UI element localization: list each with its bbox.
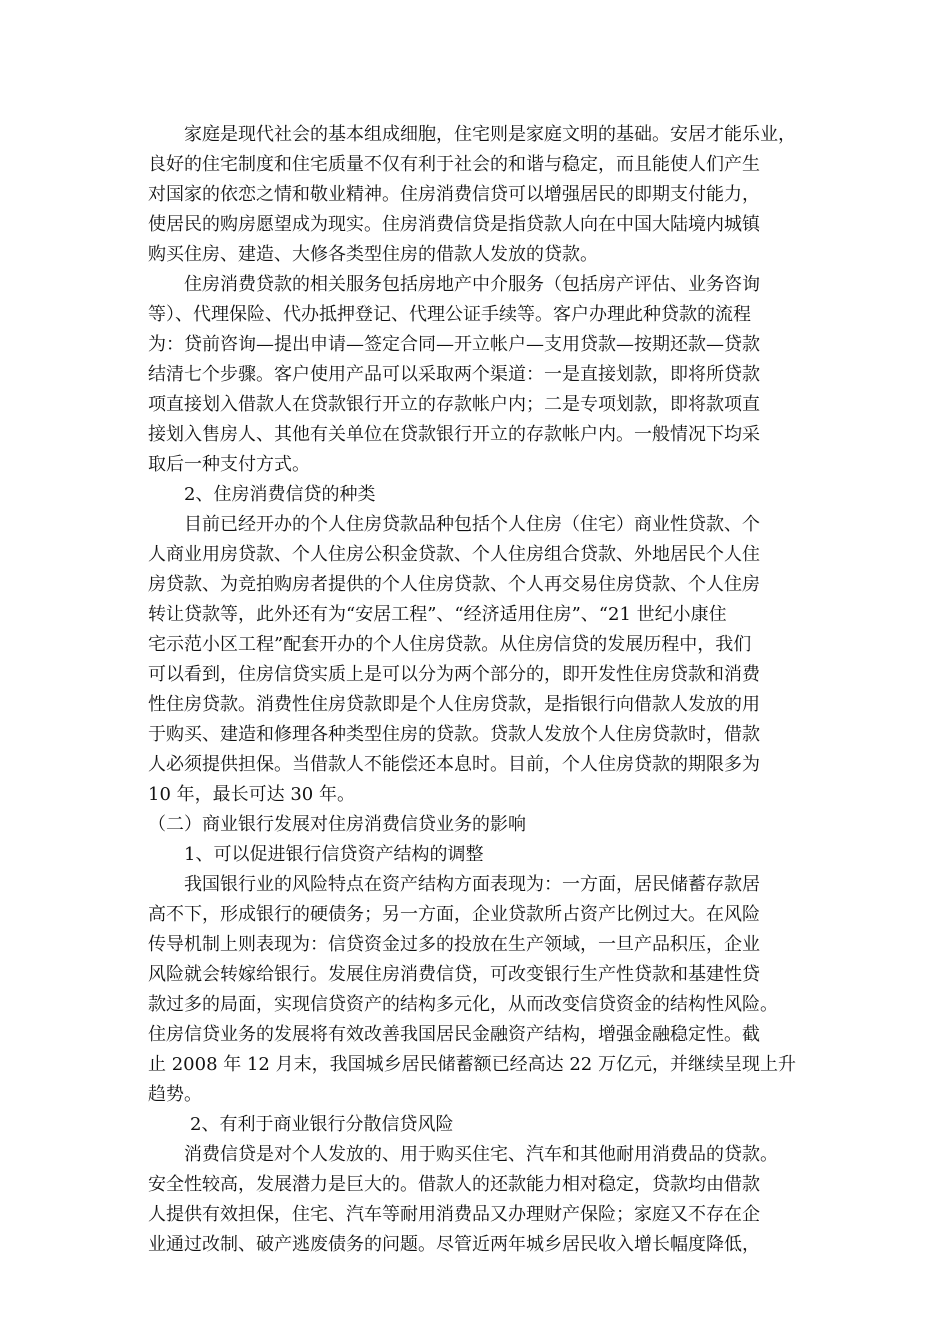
paragraph-line: 等）、代理保险、代办抵押登记、代理公证手续等。客户办理此种贷款的流程 bbox=[148, 304, 751, 325]
paragraph-line: 款过多的局面，实现信贷资产的结构多元化，从而改变信贷资金的结构性风险。 bbox=[148, 994, 778, 1015]
paragraph-line: 传导机制上则表现为：信贷资金过多的投放在生产领域，一旦产品积压，企业 bbox=[148, 934, 760, 955]
paragraph-line: 人提供有效担保，住宅、汽车等耐用消费品又办理财产保险；家庭又不存在企 bbox=[148, 1204, 760, 1225]
paragraph-line: 10 年，最长可达 30 年。 bbox=[148, 784, 355, 805]
paragraph-line: 安全性较高，发展潜力是巨大的。借款人的还款能力相对稳定，贷款均由借款 bbox=[148, 1174, 760, 1195]
paragraph-line: 风险就会转嫁给银行。发展住房消费信贷，可改变银行生产性贷款和基建性贷 bbox=[148, 964, 760, 985]
paragraph-line: 家庭是现代社会的基本组成细胞，住宅则是家庭文明的基础。安居才能乐业， bbox=[184, 124, 796, 145]
paragraph-line: 为：贷前咨询—提出申请—签定合同—开立帐户—支用贷款—按期还款—贷款 bbox=[148, 334, 760, 355]
paragraph-line: 宅示范小区工程”配套开办的个人住房贷款。从住房信贷的发展历程中，我们 bbox=[148, 634, 752, 655]
paragraph-line: 性住房贷款。消费性住房贷款即是个人住房贷款，是指银行向借款人发放的用 bbox=[148, 694, 760, 715]
paragraph-line: 对国家的依恋之情和敬业精神。住房消费信贷可以增强居民的即期支付能力， bbox=[148, 184, 760, 205]
paragraph-line: 房贷款、为竞拍购房者提供的个人住房贷款、个人再交易住房贷款、个人住房 bbox=[148, 574, 760, 595]
paragraph-line: 结清七个步骤。客户使用产品可以采取两个渠道：一是直接划款，即将所贷款 bbox=[148, 364, 760, 385]
paragraph-line: 止 2008 年 12 月末，我国城乡居民储蓄额已经高达 22 万亿元，并继续呈现上升 bbox=[148, 1054, 796, 1075]
paragraph-line: 购买住房、建造、大修各类型住房的借款人发放的贷款。 bbox=[148, 244, 598, 265]
paragraph-line: 可以看到，住房信贷实质上是可以分为两个部分的，即开发性住房贷款和消费 bbox=[148, 664, 760, 685]
paragraph-line: 取后一种支付方式。 bbox=[148, 454, 310, 475]
paragraph-line: 我国银行业的风险特点在资产结构方面表现为：一方面，居民储蓄存款居 bbox=[184, 874, 760, 895]
section-heading: 1、可以促进银行信贷资产结构的调整 bbox=[184, 844, 484, 865]
paragraph-line: 人商业用房贷款、个人住房公积金贷款、个人住房组合贷款、外地居民个人住 bbox=[148, 544, 760, 565]
paragraph-line: 人必须提供担保。当借款人不能偿还本息时。目前，个人住房贷款的期限多为 bbox=[148, 754, 760, 775]
paragraph-line: 项直接划入借款人在贷款银行开立的存款帐户内；二是专项划款，即将款项直 bbox=[148, 394, 760, 415]
paragraph-line: 趋势。 bbox=[148, 1084, 202, 1105]
paragraph-line: 高不下，形成银行的硬债务；另一方面，企业贷款所占资产比例过大。在风险 bbox=[148, 904, 760, 925]
paragraph-line: 目前已经开办的个人住房贷款品种包括个人住房（住宅）商业性贷款、个 bbox=[184, 514, 760, 535]
paragraph-line: 于购买、建造和修理各种类型住房的贷款。贷款人发放个人住房贷款时，借款 bbox=[148, 724, 760, 745]
section-heading: （二）商业银行发展对住房消费信贷业务的影响 bbox=[148, 814, 526, 835]
paragraph-line: 住房信贷业务的发展将有效改善我国居民金融资产结构，增强金融稳定性。截 bbox=[148, 1024, 760, 1045]
paragraph-line: 良好的住宅制度和住宅质量不仅有利于社会的和谐与稳定，而且能使人们产生 bbox=[148, 154, 760, 175]
paragraph-line: 转让贷款等，此外还有为“安居工程”、“经济适用住房”、“21 世纪小康住 bbox=[148, 604, 727, 625]
paragraph-line: 住房消费贷款的相关服务包括房地产中介服务（包括房产评估、业务咨询 bbox=[184, 274, 760, 295]
section-heading: 2、住房消费信贷的种类 bbox=[184, 484, 376, 505]
paragraph-line: 消费信贷是对个人发放的、用于购买住宅、汽车和其他耐用消费品的贷款。 bbox=[184, 1144, 778, 1165]
paragraph-line: 业通过改制、破产逃废债务的问题。尽管近两年城乡居民收入增长幅度降低， bbox=[148, 1234, 760, 1255]
paragraph-line: 接划入售房人、其他有关单位在贷款银行开立的存款帐户内。一般情况下均采 bbox=[148, 424, 760, 445]
section-heading: 2、有利于商业银行分散信贷风险 bbox=[190, 1114, 454, 1135]
paragraph-line: 使居民的购房愿望成为现实。住房消费信贷是指贷款人向在中国大陆境内城镇 bbox=[148, 214, 760, 235]
